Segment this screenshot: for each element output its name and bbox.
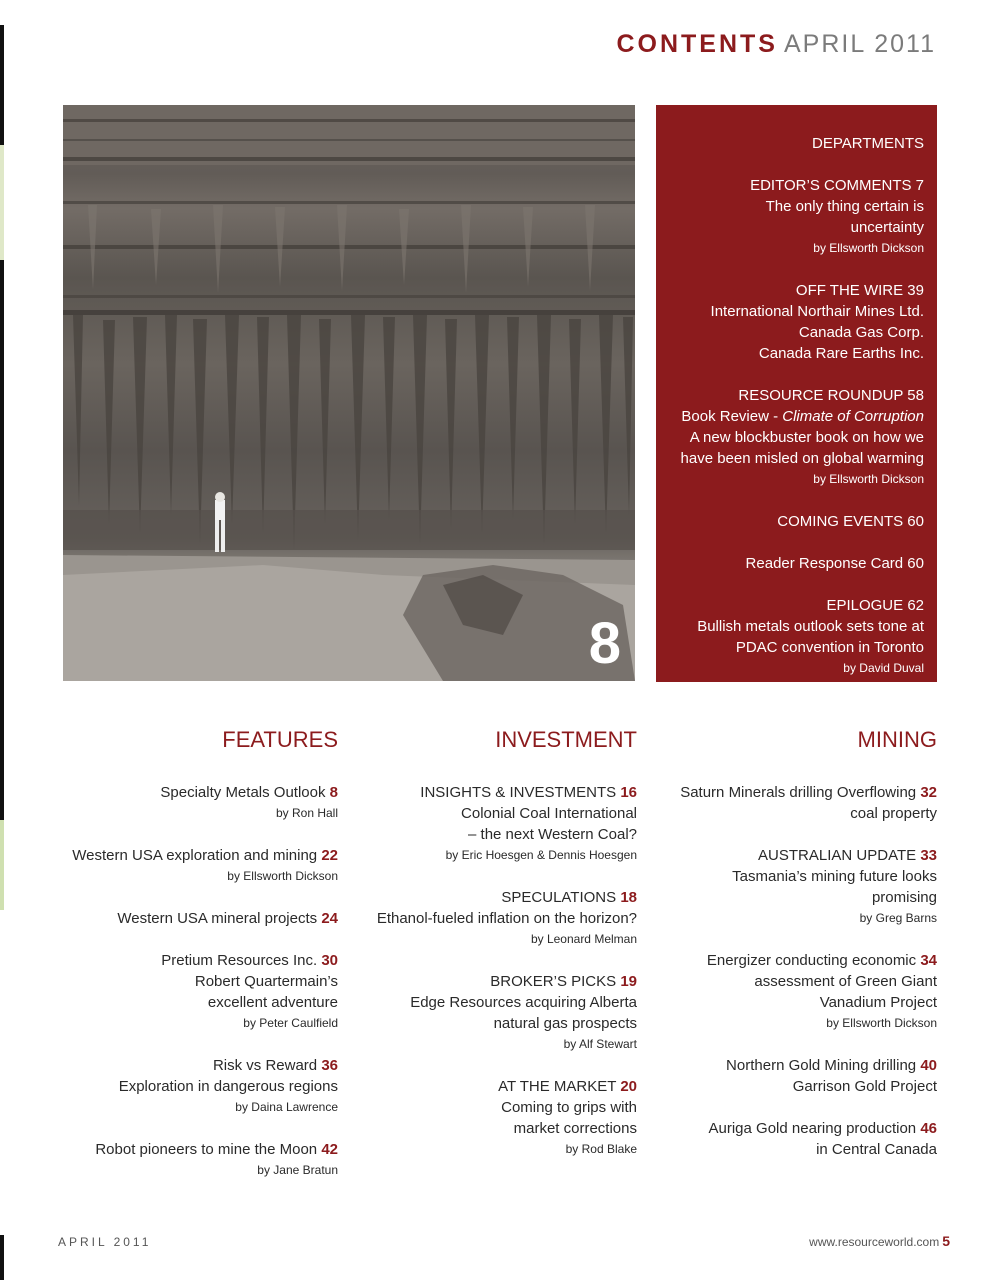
byline: by Jane Bratun [257, 1163, 338, 1177]
departments-panel [656, 105, 937, 682]
edge-strip-mid [0, 260, 4, 820]
page-number: 22 [321, 847, 338, 864]
investment-item[interactable]: INSIGHTS & INVESTMENTS 16 Colonial Coal International – the next Western Coal? by Eric Hoesgen & Dennis Hoesgen [352, 782, 637, 866]
features-heading: FEATURES [222, 727, 338, 752]
byline: by Alf Stewart [563, 1037, 637, 1051]
feature-item[interactable]: Robot pioneers to mine the Moon 42 by Jane Bratun [38, 1139, 338, 1181]
investment-item[interactable]: SPECULATIONS 18 Ethanol-fueled inflation on the horizon? by Leonard Melman [352, 887, 637, 950]
feature-item[interactable]: Pretium Resources Inc. 30 Robert Quartermain’s excellent adventure by Peter Caulfield [38, 950, 338, 1034]
department-line: uncertainty [850, 219, 924, 236]
department-item[interactable] [666, 385, 924, 490]
department-item[interactable] [666, 553, 924, 574]
page-number: 20 [620, 1078, 637, 1095]
page-number: 34 [920, 952, 937, 969]
byline: by Daina Lawrence [235, 1100, 338, 1114]
byline: by Leonard Melman [530, 932, 637, 946]
department-byline: by Ellsworth Dickson [813, 472, 924, 486]
mining-item[interactable]: AUSTRALIAN UPDATE 33 Tasmania’s mining future looks promising by Greg Barns [657, 845, 937, 929]
departments-title: DEPARTMENTS [812, 135, 924, 152]
department-byline: by David Duval [843, 661, 924, 675]
department-item[interactable] [666, 280, 924, 364]
folio-page-number: 5 [942, 1233, 950, 1249]
investment-column [352, 725, 637, 1160]
edge-strip-bottom [0, 1235, 4, 1280]
department-heading: RESOURCE ROUNDUP 58 [738, 387, 924, 404]
mining-item[interactable]: Auriga Gold nearing production 46 in Central Canada [708, 1120, 937, 1158]
issue-date: APRIL 2011 [783, 30, 936, 58]
byline: by Greg Barns [859, 911, 937, 925]
department-line: PDAC convention in Toronto [735, 639, 924, 656]
mining-item[interactable]: Northern Gold Mining drilling 40 Garrison Gold Project [726, 1057, 937, 1095]
features-column [38, 725, 338, 1181]
byline: by Peter Caulfield [243, 1016, 338, 1030]
page-header [616, 30, 936, 59]
department-item[interactable] [666, 595, 924, 679]
feature-item[interactable]: Western USA exploration and mining 22 by Ellsworth Dickson [38, 845, 338, 887]
book-review-prefix: Book Review - [681, 408, 783, 425]
investment-item[interactable]: BROKER’S PICKS 19 Edge Resources acquiring Alberta natural gas prospects by Alf Stewart [352, 971, 637, 1055]
department-heading: EPILOGUE 62 [826, 597, 924, 614]
page-number: 30 [321, 952, 338, 969]
department-line: The only thing certain is [765, 198, 924, 215]
department-heading: OFF THE WIRE 39 [795, 282, 924, 299]
page-number: 16 [620, 784, 637, 801]
page-number: 8 [329, 784, 338, 801]
edge-strip-accent [0, 145, 4, 260]
department-heading: EDITOR’S COMMENTS 7 [750, 177, 924, 194]
department-line [666, 406, 924, 427]
page-number: 24 [321, 910, 338, 927]
mining-item[interactable]: Energizer conducting economic 34 assessment of Green Giant Vanadium Project by Ellsworth Dickson [657, 950, 937, 1034]
page-number: 18 [620, 889, 637, 906]
department-heading: Reader Response Card 60 [745, 555, 924, 572]
footer-url[interactable]: www.resourceworld.com [809, 1235, 940, 1249]
investment-heading: INVESTMENT [495, 727, 637, 752]
contents-title: CONTENTS [616, 30, 778, 58]
feature-item[interactable]: Specialty Metals Outlook 8 by Ron Hall [38, 782, 338, 824]
page-number: 42 [321, 1141, 338, 1158]
edge-strip-accent-2 [0, 820, 4, 910]
cover-photo-cliff [63, 105, 635, 681]
book-title: Climate of Corruption [782, 408, 924, 425]
feature-item[interactable]: Western USA mineral projects 24 [117, 910, 338, 927]
mining-item[interactable]: Saturn Minerals drilling Overflowing 32 coal property [680, 784, 937, 822]
department-line: A new blockbuster book on how we [689, 429, 924, 446]
department-line: Bullish metals outlook sets tone at [697, 618, 924, 635]
department-line: International Northair Mines Ltd. [710, 303, 924, 320]
byline: by Ellsworth Dickson [227, 869, 338, 883]
department-heading: COMING EVENTS 60 [777, 513, 924, 530]
department-line: Canada Gas Corp. [798, 324, 924, 341]
page-number: 19 [620, 973, 637, 990]
photo-page-number: 8 [588, 611, 621, 676]
department-item[interactable] [666, 511, 924, 532]
department-line: have been misled on global warming [680, 450, 924, 467]
byline: by Ron Hall [275, 806, 338, 820]
feature-item[interactable]: Risk vs Reward 36 Exploration in dangerous regions by Daina Lawrence [38, 1055, 338, 1118]
byline: by Rod Blake [565, 1142, 637, 1156]
mining-heading: MINING [857, 727, 937, 752]
page-number: 36 [321, 1057, 338, 1074]
investment-item[interactable]: AT THE MARKET 20 Coming to grips with market corrections by Rod Blake [352, 1076, 637, 1160]
edge-strip-top [0, 25, 4, 145]
footer-right [809, 1233, 950, 1249]
page-number: 46 [920, 1120, 937, 1137]
department-byline: by Ellsworth Dickson [813, 241, 924, 255]
cliff-illustration [63, 105, 635, 681]
department-item[interactable] [666, 175, 924, 259]
page-number: 40 [920, 1057, 937, 1074]
mining-column [657, 725, 937, 1160]
department-line: Canada Rare Earths Inc. [758, 345, 924, 362]
page-number: 32 [920, 784, 937, 801]
byline: by Eric Hoesgen & Dennis Hoesgen [445, 848, 637, 862]
page-number: 33 [920, 847, 937, 864]
byline: by Ellsworth Dickson [826, 1016, 937, 1030]
footer-date: APRIL 2011 [58, 1235, 152, 1249]
